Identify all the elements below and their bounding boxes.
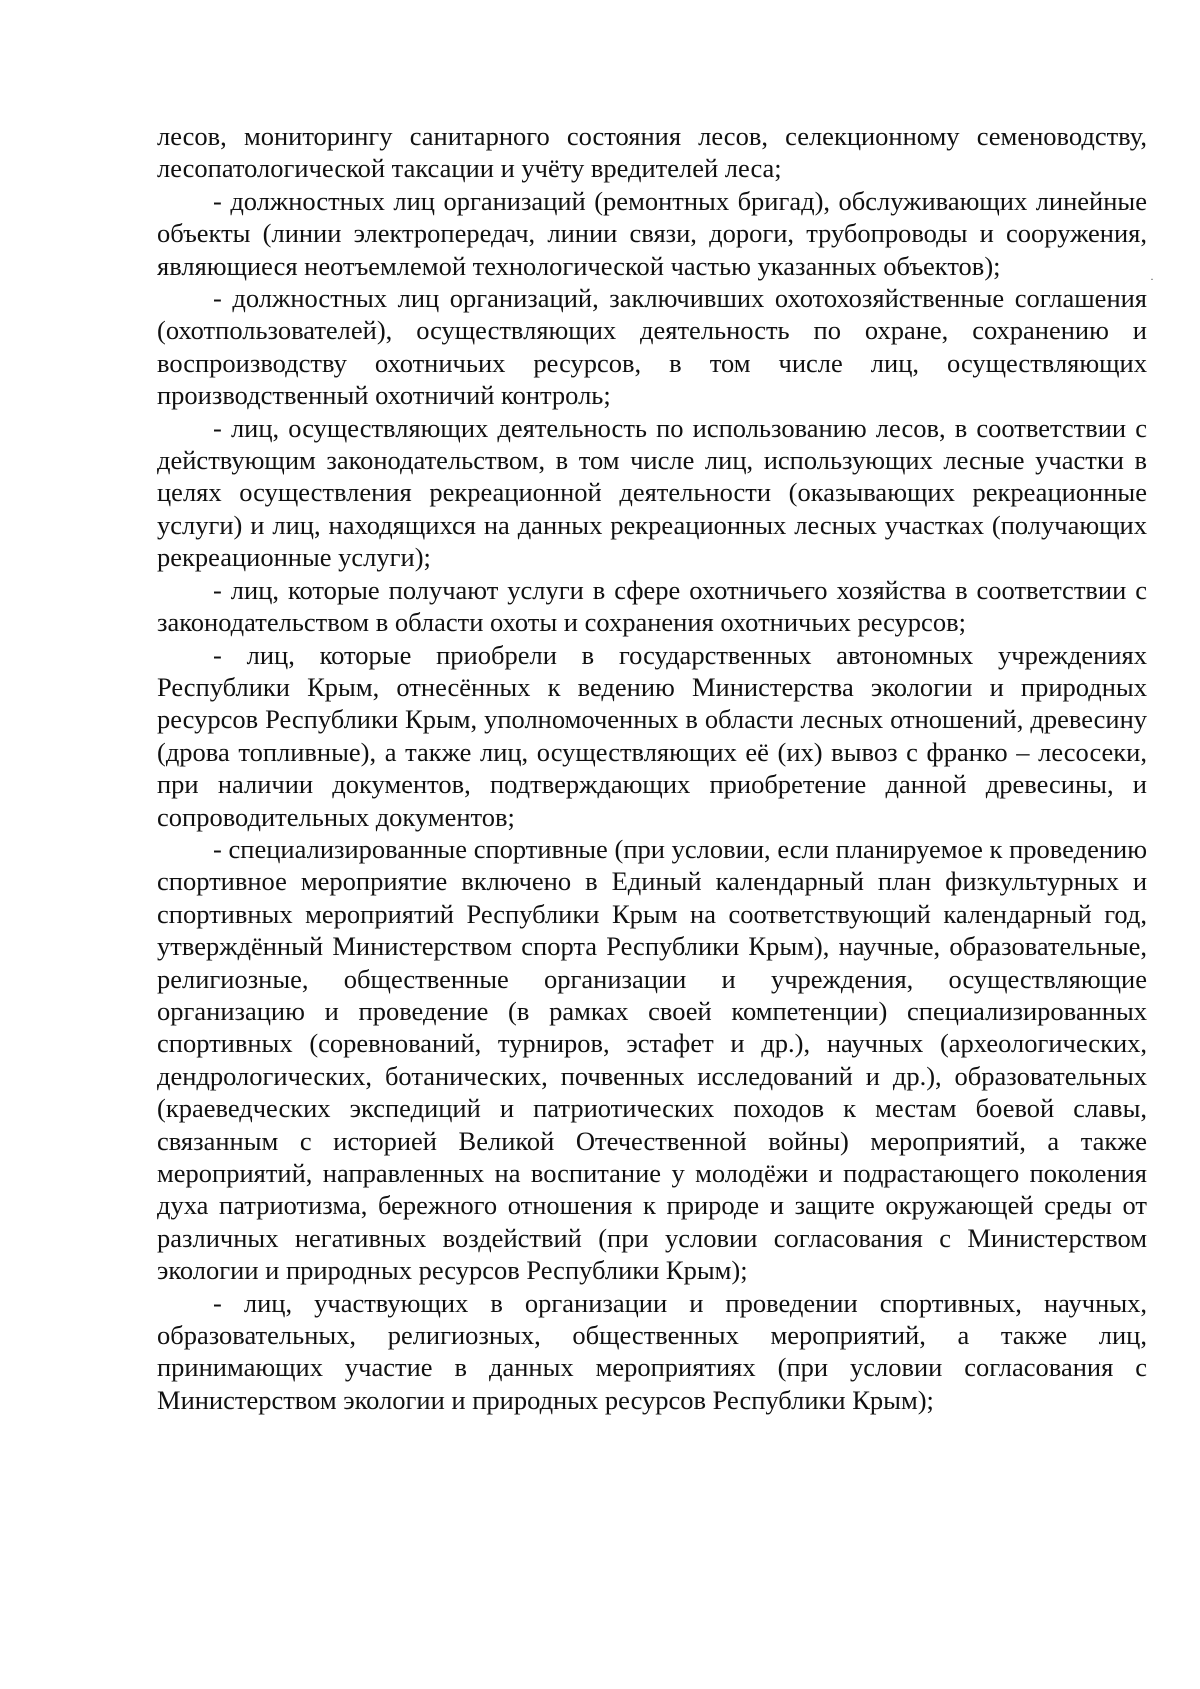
paragraph-event-participants: - лиц, участвующих в организации и проведении спортивных, научных, образовательных, религиозных, общественных мероприятий, а также лиц, принимающих участие в данных мероприятиях (при условии согласования с Министерством экологии и природных ресурсов Республики Крым);: [157, 1287, 1147, 1415]
paragraph-hunting-agreements: - должностных лиц организаций, заключивших охотохозяйственные соглашения (охотпользователей), осуществляющих деятельность по охране, сохранению и воспроизводству охотничьих ресурсов, в том числе лиц, осуществляющих производственный охотничий контроль;: [157, 283, 1147, 411]
document-body: [157, 120, 1147, 1416]
paragraph-hunting-services: - лиц, которые получают услуги в сфере охотничьего хозяйства в соответствии с законодательством в области охоты и сохранения охотничьих ресурсов;: [157, 574, 1147, 638]
paragraph-firewood: - лиц, которые приобрели в государственных автономных учреждениях Республики Крым, отнесённых к ведению Министерства экологии и природных ресурсов Республики Крым, уполномоченных в области лесных отношений, древесину (дрова топливные), а также лиц, осуществляющих её (их) вывоз с франко – лесосеки, при наличии документов, подтверждающих приобретение данной древесины, и сопроводительных документов;: [157, 639, 1147, 832]
paragraph-forest-use: - лиц, осуществляющих деятельность по использованию лесов, в соответствии с действующим законодательством, в том числе лиц, использующих лесные участки в целях осуществления рекреационной деятельности (оказывающих рекреационные услуги) и лиц, находящихся на данных рекреационных лесных участках (получающих рекреационные услуги);: [157, 412, 1147, 573]
paragraph-continuation: лесов, мониторингу санитарного состояния лесов, селекционному семеноводству, лесопатологической таксации и учёту вредителей леса;: [157, 121, 1147, 184]
scan-speck: ·: [1150, 272, 1154, 286]
paragraph-specialized-organizations: - специализированные спортивные (при условии, если планируемое к проведению спортивное мероприятие включено в Единый календарный план физкультурных и спортивных мероприятий Республики Крым на соответствующий календарный год, утверждённый Министерством спорта Республики Крым), научные, образовательные, религиозные, общественные организации и учреждения, осуществляющие организацию и проведение (в рамках своей компетенции) специализированных спортивных (соревнований, турниров, эстафет и др.), научных (археологических, дендрологических, ботанических, почвенных исследований и др.), образовательных (краеведческих экспедиций и патриотических походов к местам боевой славы, связанным с историей Великой Отечественной войны) мероприятий, а также мероприятий, направленных на воспитание у молодёжи и подрастающего поколения духа патриотизма, бережного отношения к природе и защите окружающей среды от различных негативных воздействий (при условии согласования с Министерством экологии и природных ресурсов Республики Крым);: [157, 833, 1147, 1286]
paragraph-linear-objects: - должностных лиц организаций (ремонтных бригад), обслуживающих линейные объекты (линии электропередач, линии связи, дороги, трубопроводы и сооружения, являющиеся неотъемлемой технологической частью указанных объектов);: [157, 185, 1147, 281]
